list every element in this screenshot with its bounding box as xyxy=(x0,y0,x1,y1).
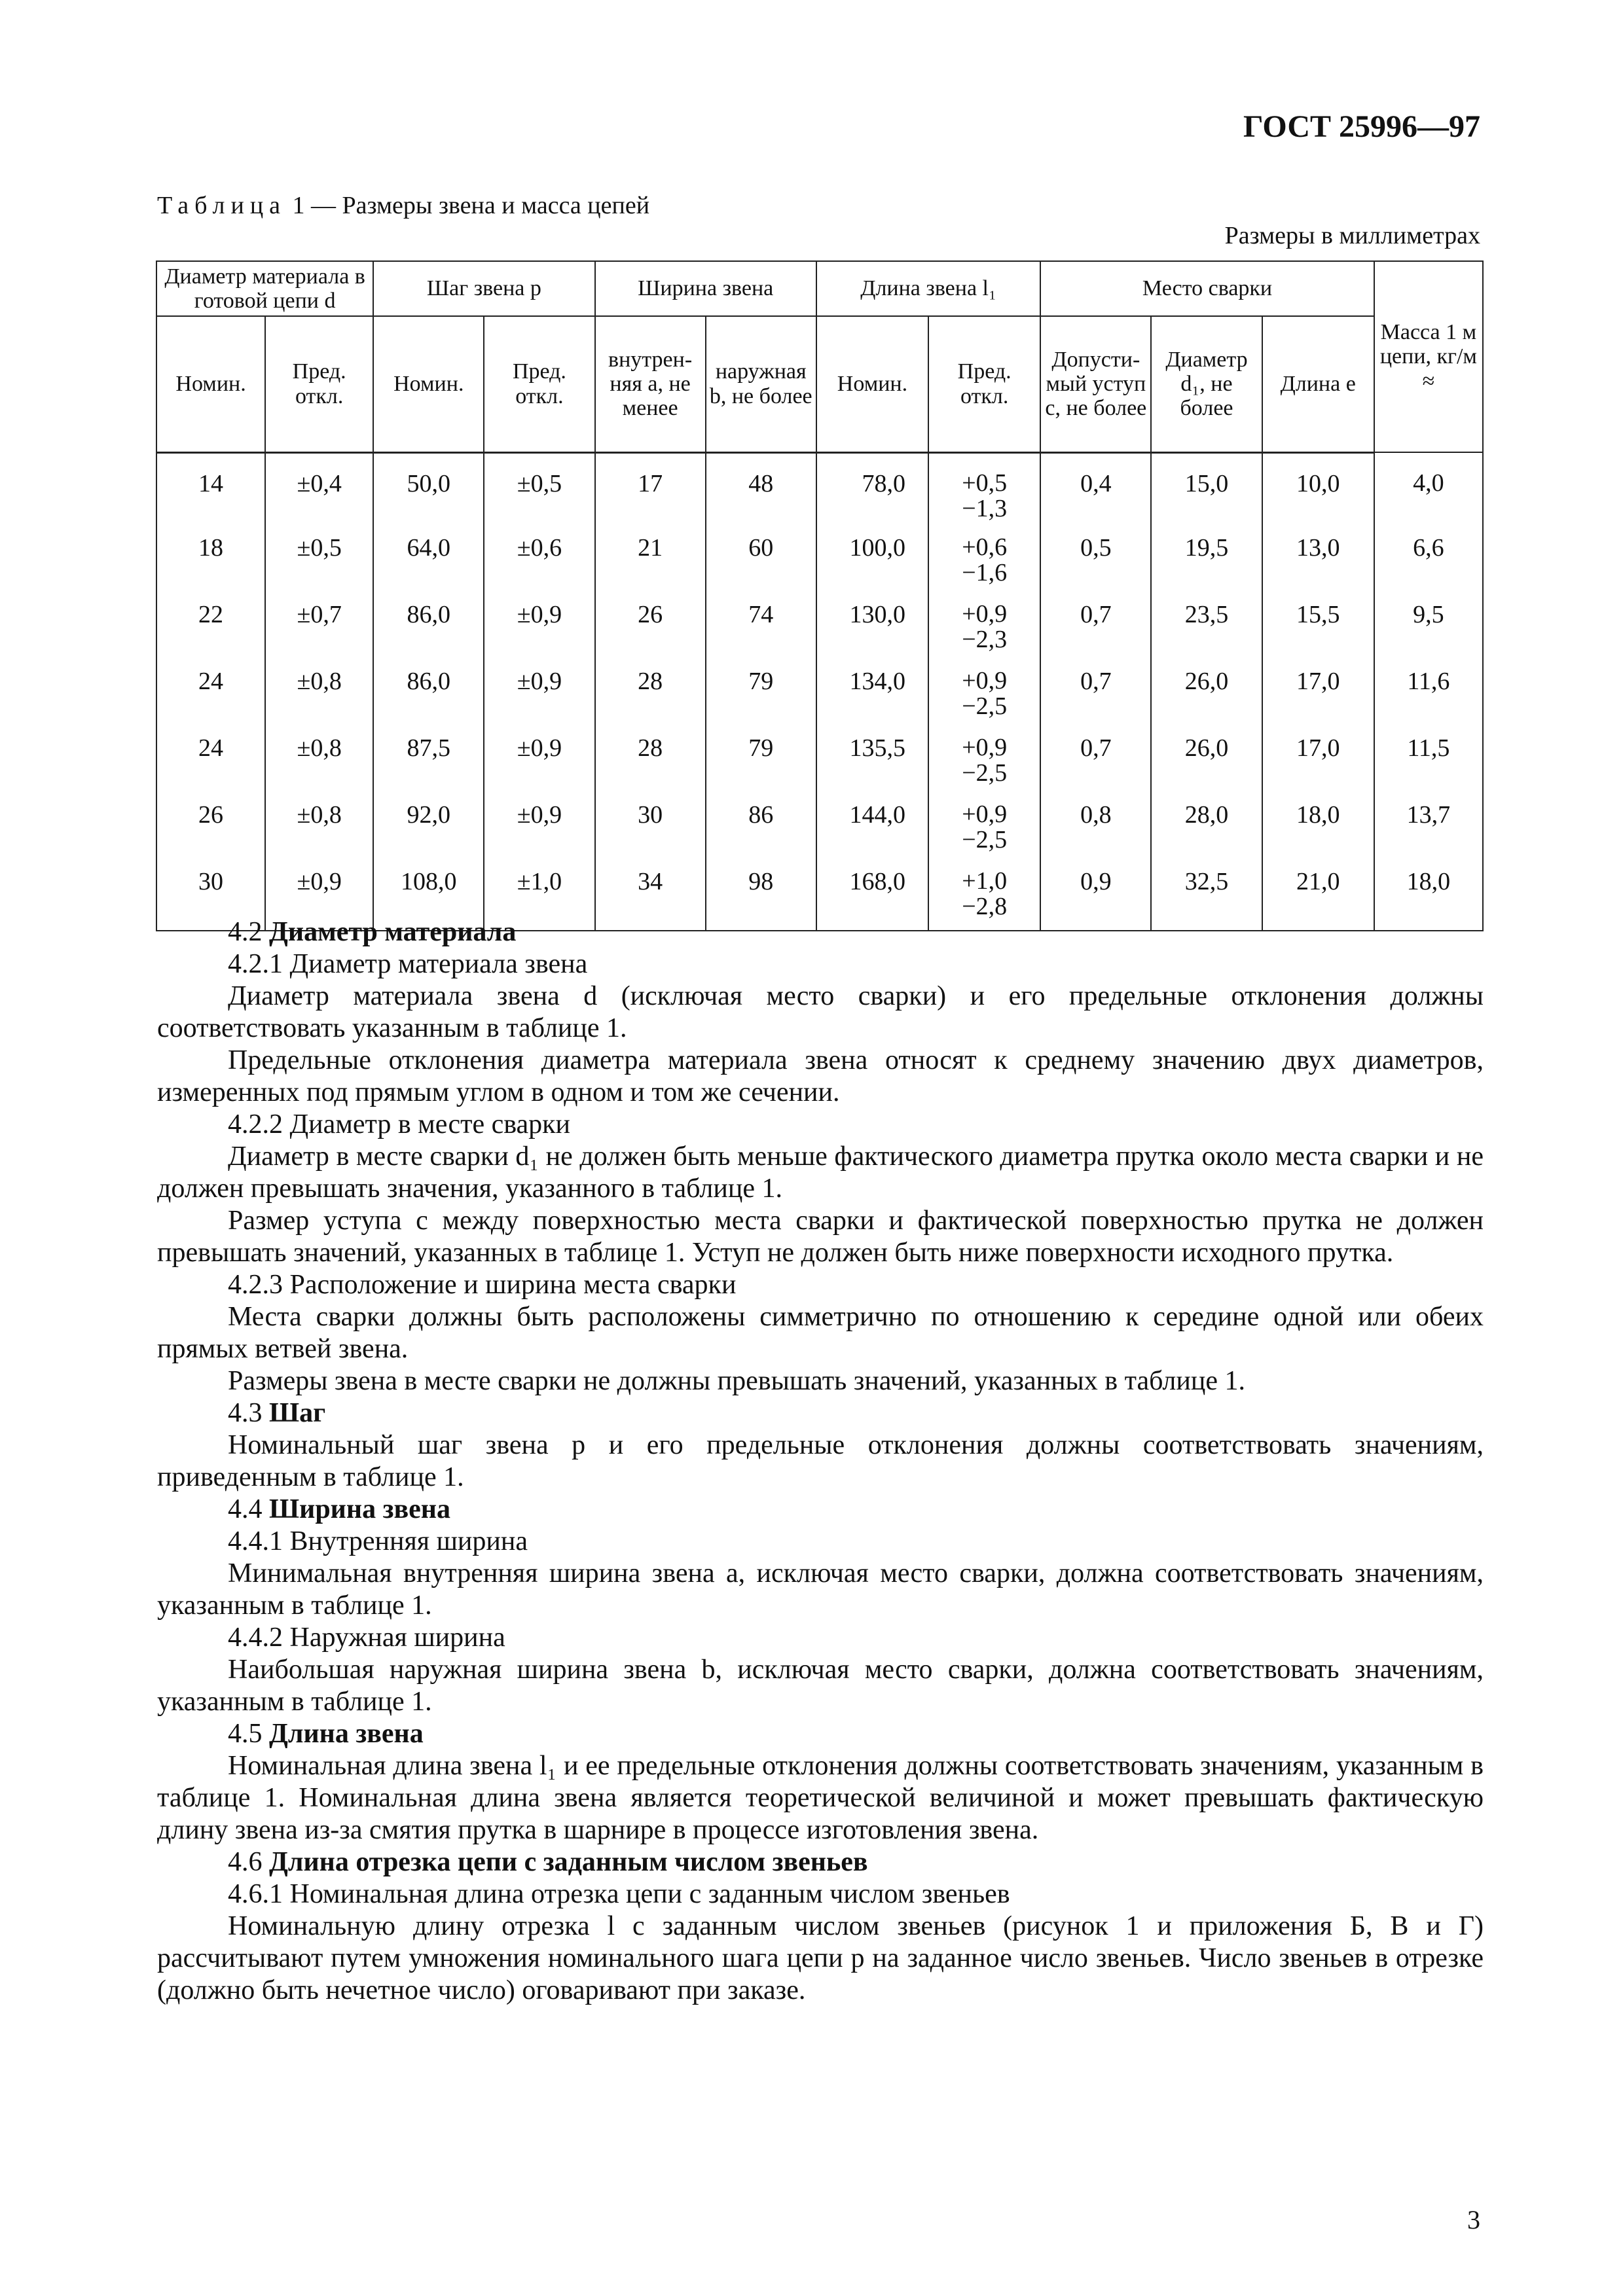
section-number: 4.5 xyxy=(228,1719,269,1749)
cell-d-tol: ±0,7 xyxy=(265,596,373,663)
paragraph-text: Минимальная внутренняя ширина звена a, исключая место сварки, должна соответствовать значениям, указанным в таблице 1. xyxy=(157,1558,1484,1621)
table-caption-word: Таблица xyxy=(157,192,287,219)
paragraph-text: 4.2.1 Диаметр материала звена xyxy=(228,949,588,979)
table-row xyxy=(156,730,1483,797)
cell-l: 134,0 xyxy=(816,663,928,730)
cell-l-tol xyxy=(928,529,1040,596)
cell-p-tol: ±0,9 xyxy=(484,797,594,863)
cell-e: 10,0 xyxy=(1262,452,1374,529)
cell-a: 28 xyxy=(595,730,706,797)
paragraph-text: Номинальный шаг звена p и его предельные отклонения должны соответствовать значениям, приведенным в таблице 1. xyxy=(157,1430,1484,1492)
cell-d-tol: ±0,8 xyxy=(265,730,373,797)
cell-c: 0,7 xyxy=(1040,730,1151,797)
cell-c: 0,7 xyxy=(1040,663,1151,730)
table-caption xyxy=(157,191,649,220)
body-paragraph xyxy=(157,1141,1484,1205)
body-paragraph xyxy=(157,1910,1484,2007)
cell-l-tol xyxy=(928,797,1040,863)
section-heading xyxy=(157,1718,1484,1750)
cell-e: 18,0 xyxy=(1262,797,1374,863)
cell-p-tol: ±1,0 xyxy=(484,863,594,931)
section-title: Длина отрезка цепи с заданным числом звеньев xyxy=(269,1847,868,1877)
cell-d1: 26,0 xyxy=(1151,663,1262,730)
cell-c: 0,9 xyxy=(1040,863,1151,931)
body-paragraph xyxy=(157,948,1484,980)
cell-l-tol-upper: +0,9 xyxy=(962,666,1008,694)
cell-l-tol-lower: −2,8 xyxy=(962,893,1008,921)
paragraph-text: 4.6.1 Номинальная длина отрезка цепи с заданным числом звеньев xyxy=(228,1879,1010,1909)
header-w-inner: внутренняя a, не менее xyxy=(595,316,706,452)
cell-l-tol-lower: −2,5 xyxy=(962,692,1008,721)
body-paragraph xyxy=(157,1365,1484,1397)
header-mass: Масса 1 м цепи, кг/м ≈ xyxy=(1374,261,1483,452)
cell-p: 86,0 xyxy=(373,596,484,663)
cell-d: 24 xyxy=(156,730,265,797)
section-number: 4.4 xyxy=(228,1494,269,1524)
cell-b: 79 xyxy=(706,730,816,797)
cell-d1: 32,5 xyxy=(1151,863,1262,931)
header-weld-diam: Диаметр d₁, не более xyxy=(1151,316,1262,452)
header-l-tol: Пред. откл. xyxy=(928,316,1040,452)
section-number: 4.3 xyxy=(228,1398,269,1428)
body-paragraph xyxy=(157,1878,1484,1910)
cell-d-tol: ±0,5 xyxy=(265,529,373,596)
cell-l: 130,0 xyxy=(816,596,928,663)
cell-b: 60 xyxy=(706,529,816,596)
cell-c: 0,7 xyxy=(1040,596,1151,663)
standard-designation: ГОСТ 25996—97 xyxy=(1243,109,1480,144)
cell-p-tol: ±0,9 xyxy=(484,730,594,797)
cell-d1: 26,0 xyxy=(1151,730,1262,797)
cell-p-tol: ±0,5 xyxy=(484,452,594,529)
cell-p-tol: ±0,9 xyxy=(484,663,594,730)
cell-mass: 11,6 xyxy=(1374,663,1483,730)
cell-l-tol xyxy=(928,452,1040,529)
section-heading xyxy=(157,1846,1484,1878)
cell-p: 108,0 xyxy=(373,863,484,931)
cell-e: 17,0 xyxy=(1262,730,1374,797)
body-paragraph xyxy=(157,1109,1484,1141)
cell-p: 87,5 xyxy=(373,730,484,797)
cell-p-tol: ±0,6 xyxy=(484,529,594,596)
cell-b: 86 xyxy=(706,797,816,863)
section-title: Шаг xyxy=(269,1398,326,1428)
cell-l: 168,0 xyxy=(816,863,928,931)
cell-mass: 18,0 xyxy=(1374,863,1483,931)
body-paragraph xyxy=(157,1269,1484,1301)
table-row xyxy=(156,529,1483,596)
cell-l: 78,0 xyxy=(816,452,928,529)
cell-l-tol-upper: +0,5 xyxy=(962,469,1008,497)
cell-l: 144,0 xyxy=(816,797,928,863)
table-row xyxy=(156,452,1483,529)
cell-p-tol: ±0,9 xyxy=(484,596,594,663)
cell-d: 22 xyxy=(156,596,265,663)
cell-l-tol-lower: −1,3 xyxy=(962,495,1008,523)
cell-l-tol-lower: −2,5 xyxy=(962,826,1008,854)
cell-d: 14 xyxy=(156,452,265,529)
section-heading xyxy=(157,916,1484,948)
section-title: Ширина звена xyxy=(269,1494,450,1524)
cell-mass: 6,6 xyxy=(1374,529,1483,596)
cell-l-tol-upper: +0,9 xyxy=(962,800,1008,828)
dimensions-table xyxy=(156,260,1484,931)
paragraph-text: Предельные отклонения диаметра материала звена относят к среднему значению двух диаметров, измеренных под прямым углом в одном и том же сечении. xyxy=(157,1045,1484,1107)
paragraph-text: Размеры звена в месте сварки не должны превышать значений, указанных в таблице 1. xyxy=(228,1366,1245,1396)
cell-e: 13,0 xyxy=(1262,529,1374,596)
paragraph-text: 4.2.2 Диаметр в месте сварки xyxy=(228,1109,571,1139)
cell-d: 24 xyxy=(156,663,265,730)
cell-c: 0,8 xyxy=(1040,797,1151,863)
body-paragraph xyxy=(157,1750,1484,1846)
cell-l: 100,0 xyxy=(816,529,928,596)
paragraph-text: Диаметр материала звена d (исключая место сварки) и его предельные отклонения должны соответствовать указанным в таблице 1. xyxy=(157,981,1484,1043)
header-length: Длина звена l₁ xyxy=(816,261,1040,316)
header-l-nom: Номин. xyxy=(816,316,928,452)
section-heading xyxy=(157,1397,1484,1429)
cell-b: 48 xyxy=(706,452,816,529)
cell-l-tol-lower: −1,6 xyxy=(962,559,1008,587)
paragraph-text: 4.4.2 Наружная ширина xyxy=(228,1623,505,1653)
header-w-outer: наружная b, не более xyxy=(706,316,816,452)
section-heading xyxy=(157,1494,1484,1526)
cell-l-tol-lower: −2,3 xyxy=(962,626,1008,654)
cell-d1: 19,5 xyxy=(1151,529,1262,596)
body-paragraph xyxy=(157,1622,1484,1654)
cell-a: 34 xyxy=(595,863,706,931)
paragraph-text: Диаметр в месте сварки d₁ не должен быть меньше фактического диаметра прутка около места сварки и не должен превышать значения, указанного в таблице 1. xyxy=(157,1141,1484,1204)
cell-d1: 28,0 xyxy=(1151,797,1262,863)
cell-l-tol-upper: +0,9 xyxy=(962,733,1008,761)
paragraph-text: Места сварки должны быть расположены симметрично по отношению к середине одной или обеих прямых ветвей звена. xyxy=(157,1302,1484,1364)
cell-d-tol: ±0,4 xyxy=(265,452,373,529)
header-p-tol: Пред. откл. xyxy=(484,316,594,452)
body-paragraph xyxy=(157,1205,1484,1269)
paragraph-text: 4.2.3 Расположение и ширина места сварки xyxy=(228,1270,737,1300)
cell-p: 86,0 xyxy=(373,663,484,730)
cell-e: 21,0 xyxy=(1262,863,1374,931)
header-width: Ширина звена xyxy=(595,261,816,316)
cell-p: 92,0 xyxy=(373,797,484,863)
cell-e: 15,5 xyxy=(1262,596,1374,663)
cell-p: 64,0 xyxy=(373,529,484,596)
header-diameter: Диаметр материала в готовой цепи d xyxy=(156,261,373,316)
cell-a: 30 xyxy=(595,797,706,863)
table-row xyxy=(156,663,1483,730)
section-number: 4.2 xyxy=(228,917,269,947)
cell-l-tol xyxy=(928,596,1040,663)
cell-d1: 23,5 xyxy=(1151,596,1262,663)
paragraph-text: Номинальную длину отрезка l с заданным числом звеньев (рисунок 1 и приложения Б, В и Г) рассчитывают путем умножения номинального шага цепи p на заданное число звеньев. Число звеньев в отрезке (должно быть нечетное число) оговаривают при заказе. xyxy=(157,1911,1484,2005)
cell-a: 21 xyxy=(595,529,706,596)
header-weld-len: Длина e xyxy=(1262,316,1374,452)
cell-d: 26 xyxy=(156,797,265,863)
cell-mass: 13,7 xyxy=(1374,797,1483,863)
body-paragraph xyxy=(157,1558,1484,1622)
page-number: 3 xyxy=(1467,2205,1480,2234)
body-paragraph xyxy=(157,1429,1484,1494)
body-paragraph xyxy=(157,1301,1484,1365)
cell-b: 79 xyxy=(706,663,816,730)
header-pitch: Шаг звена p xyxy=(373,261,594,316)
cell-d: 18 xyxy=(156,529,265,596)
cell-c: 0,4 xyxy=(1040,452,1151,529)
paragraph-text: 4.4.1 Внутренняя ширина xyxy=(228,1526,528,1556)
cell-b: 74 xyxy=(706,596,816,663)
cell-l-tol-upper: +1,0 xyxy=(962,867,1008,895)
cell-l: 135,5 xyxy=(816,730,928,797)
cell-p: 50,0 xyxy=(373,452,484,529)
header-p-nom: Номин. xyxy=(373,316,484,452)
section-title: Длина звена xyxy=(269,1719,424,1749)
cell-d: 30 xyxy=(156,863,265,931)
paragraph-text: Номинальная длина звена l₁ и ее предельные отклонения должны соответствовать значениям, указанным в таблице 1. Номинальная длина звена является теоретической величиной и может превышать фактическую длину звена из-за смятия прутка в шарнире в процессе изготовления звена. xyxy=(157,1751,1484,1845)
cell-d-tol: ±0,8 xyxy=(265,663,373,730)
cell-a: 28 xyxy=(595,663,706,730)
cell-e: 17,0 xyxy=(1262,663,1374,730)
header-d-tol: Пред. откл. xyxy=(265,316,373,452)
table-row xyxy=(156,797,1483,863)
cell-a: 26 xyxy=(595,596,706,663)
table-caption-title: 1 — Размеры звена и масса цепей xyxy=(286,192,650,219)
header-d-nom: Номин. xyxy=(156,316,265,452)
body-paragraph xyxy=(157,1654,1484,1718)
cell-l-tol-upper: +0,9 xyxy=(962,600,1008,628)
cell-d-tol: ±0,8 xyxy=(265,797,373,863)
body-paragraph xyxy=(157,980,1484,1045)
cell-l-tol xyxy=(928,730,1040,797)
paragraph-text: Размер уступа c между поверхностью места сварки и фактической поверхностью прутка не должен превышать значений, указанных в таблице 1. Уступ не должен быть ниже поверхности исходного прутка. xyxy=(157,1206,1484,1268)
cell-b: 98 xyxy=(706,863,816,931)
section-number: 4.6 xyxy=(228,1847,269,1877)
cell-d1: 15,0 xyxy=(1151,452,1262,529)
body-paragraph xyxy=(157,1045,1484,1109)
cell-mass: 11,5 xyxy=(1374,730,1483,797)
cell-l-tol xyxy=(928,663,1040,730)
table-row xyxy=(156,596,1483,663)
cell-c: 0,5 xyxy=(1040,529,1151,596)
header-weld-step: Допустимый уступ c, не более xyxy=(1040,316,1151,452)
cell-l-tol-lower: −2,5 xyxy=(962,759,1008,787)
header-weld: Место сварки xyxy=(1040,261,1374,316)
cell-l-tol-upper: +0,6 xyxy=(962,533,1008,561)
body-paragraph xyxy=(157,1526,1484,1558)
cell-mass: 4,0 xyxy=(1374,452,1483,529)
section-title: Диаметр материала xyxy=(269,917,517,947)
cell-a: 17 xyxy=(595,452,706,529)
cell-d-tol: ±0,9 xyxy=(265,863,373,931)
paragraph-text: Наибольшая наружная ширина звена b, исключая место сварки, должна соответствовать значениям, указанным в таблице 1. xyxy=(157,1655,1484,1717)
table-units-note: Размеры в миллиметрах xyxy=(1224,222,1480,249)
cell-mass: 9,5 xyxy=(1374,596,1483,663)
document-body xyxy=(157,916,1484,2007)
